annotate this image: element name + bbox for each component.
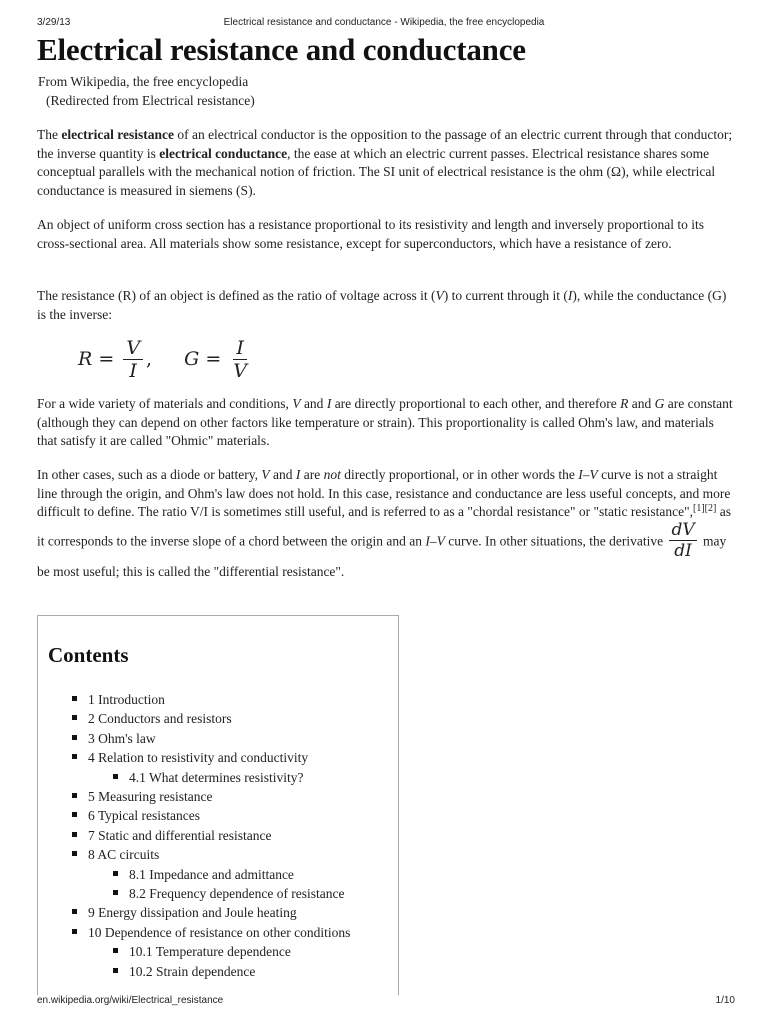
toc-item[interactable] [38, 962, 398, 981]
ohms-law-paragraph: For a wide variety of materials and conditions, V and I are directly proportional to each other, and therefore R and G are constant (although they can depend on other factors like temperature or strain). This proportionality is called Ohm's law, and materials that satisfy it are called "Ohmic" materials. [37, 396, 733, 449]
toc-list [38, 690, 398, 981]
toc-item-label[interactable]: 4.1 What determines resistivity? [129, 769, 304, 785]
toc-item-label[interactable]: 2 Conductors and resistors [88, 711, 232, 727]
term-electrical-conductance: electrical conductance [159, 145, 288, 161]
bullet-icon [72, 832, 77, 837]
toc-item[interactable] [38, 942, 398, 961]
bullet-icon [72, 909, 77, 914]
bullet-icon [72, 715, 77, 720]
toc-item[interactable] [38, 690, 398, 709]
reference-link-1[interactable]: [1] [692, 503, 705, 515]
toc-item-label[interactable]: 6 Typical resistances [88, 808, 201, 824]
resistance-conductance-formula: R = $\frac{V}{I}$ , G = $\frac{I}{V}$ [78, 334, 253, 384]
toc-item-label[interactable]: 5 Measuring resistance [88, 789, 213, 805]
toc-item[interactable] [38, 923, 398, 942]
toc-item[interactable] [38, 884, 398, 903]
toc-item-label[interactable]: 7 Static and differential resistance [88, 827, 272, 843]
definition-paragraph: The resistance (R) of an object is defined as the ratio of voltage across it (V) to current through it (I), while the conductance (G) is the inverse: [37, 288, 727, 322]
bullet-icon [72, 929, 77, 934]
bullet-icon [72, 851, 77, 856]
toc-item-label[interactable]: 9 Energy dissipation and Joule heating [88, 905, 297, 921]
toc-item-label[interactable]: 8 AC circuits [88, 847, 160, 863]
reference-link-2[interactable]: [2] [704, 503, 717, 515]
toc-item-label[interactable]: 8.1 Impedance and admittance [129, 866, 294, 882]
toc-item-label[interactable]: 3 Ohm's law [88, 730, 156, 746]
toc-item[interactable] [38, 845, 398, 864]
toc-item[interactable] [38, 865, 398, 884]
page-title: Electrical resistance and conductance [37, 32, 526, 67]
print-page-number: 1/10 [715, 995, 735, 1006]
toc-item[interactable] [38, 729, 398, 748]
uniform-cross-section-paragraph: An object of uniform cross section has a resistance proportional to its resistivity and length and inversely proportional to its cross-sectional area. All materials show some resistance, except for superconductors, which have a resistance of zero. [37, 217, 704, 251]
toc-item-label[interactable]: 1 Introduction [88, 692, 165, 707]
term-electrical-resistance: electrical resistance [61, 127, 174, 142]
print-date: 3/29/13 [37, 17, 71, 28]
contents-heading: Contents [48, 643, 129, 667]
fraction-i-over-v: $\frac{I}{V}$ [233, 336, 248, 382]
bullet-icon [113, 871, 118, 876]
print-page-title: Electrical resistance and conductance - Wikipedia, the free encyclopedia [223, 17, 545, 28]
toc-item-label[interactable]: 10.1 Temperature dependence [129, 944, 291, 960]
non-ohmic-paragraph: In other cases, such as a diode or battery, V and I are not directly proportional, or in other words the I–V curve is not a straight line through the origin, and Ohm's law does not hold. In this case, resistance and conductance are less useful concepts, and more difficult to define. The ratio V/I is sometimes still useful, and is referred to as a "chordal resistance" or "static resistance",[1][2] as it corresponds to the inverse slope of a chord between the origin and an I–V curve. In other situations, the derivative $\frac{dV}{dI}$ may be most useful; this is called the "differential resistance". [37, 467, 731, 579]
from-wikipedia: From Wikipedia, the free encyclopedia [38, 74, 249, 89]
toc-item-label[interactable]: 10 Dependence of resistance on other conditions [88, 924, 351, 940]
fraction-v-over-i: $\frac{V}{I}$ [123, 337, 143, 382]
bullet-icon [72, 696, 77, 701]
toc-item-label[interactable]: 10.2 Strain dependence [129, 963, 256, 979]
toc-item[interactable] [38, 903, 398, 922]
bullet-icon [113, 968, 118, 973]
bullet-icon [72, 735, 77, 740]
toc-item[interactable] [38, 748, 398, 767]
bullet-icon [113, 948, 118, 953]
table-of-contents [37, 615, 399, 995]
bullet-icon [72, 793, 77, 798]
toc-item[interactable] [38, 826, 398, 845]
derivative-dv-di: $\frac{dV}{dI}$ [671, 519, 695, 561]
redirect-notice: (Redirected from Electrical resistance) [46, 93, 255, 108]
intro-paragraph: The electrical resistance of an electrical conductor is the opposition to the passage of an electric current through that conductor; the inverse quantity is electrical conductance, the ease at which an electric current passes. Electrical resistance shares some conceptual parallels with the mechanical notion of friction. The SI unit of electrical resistance is the ohm (Ω), while electrical conductance is measured in siemens (S). [37, 127, 733, 198]
toc-item[interactable] [38, 709, 398, 728]
toc-item-label[interactable]: 4 Relation to resistivity and conductivity [88, 750, 309, 766]
toc-item[interactable] [38, 787, 398, 806]
toc-item[interactable] [38, 768, 398, 787]
toc-item-label[interactable]: 8.2 Frequency dependence of resistance [129, 886, 345, 902]
subtitle-block [38, 72, 255, 110]
bullet-icon [113, 774, 118, 779]
bullet-icon [72, 754, 77, 759]
print-url: en.wikipedia.org/wiki/Electrical_resistance [37, 995, 224, 1006]
toc-item[interactable] [38, 806, 398, 825]
bullet-icon [72, 812, 77, 817]
bullet-icon [113, 890, 118, 895]
